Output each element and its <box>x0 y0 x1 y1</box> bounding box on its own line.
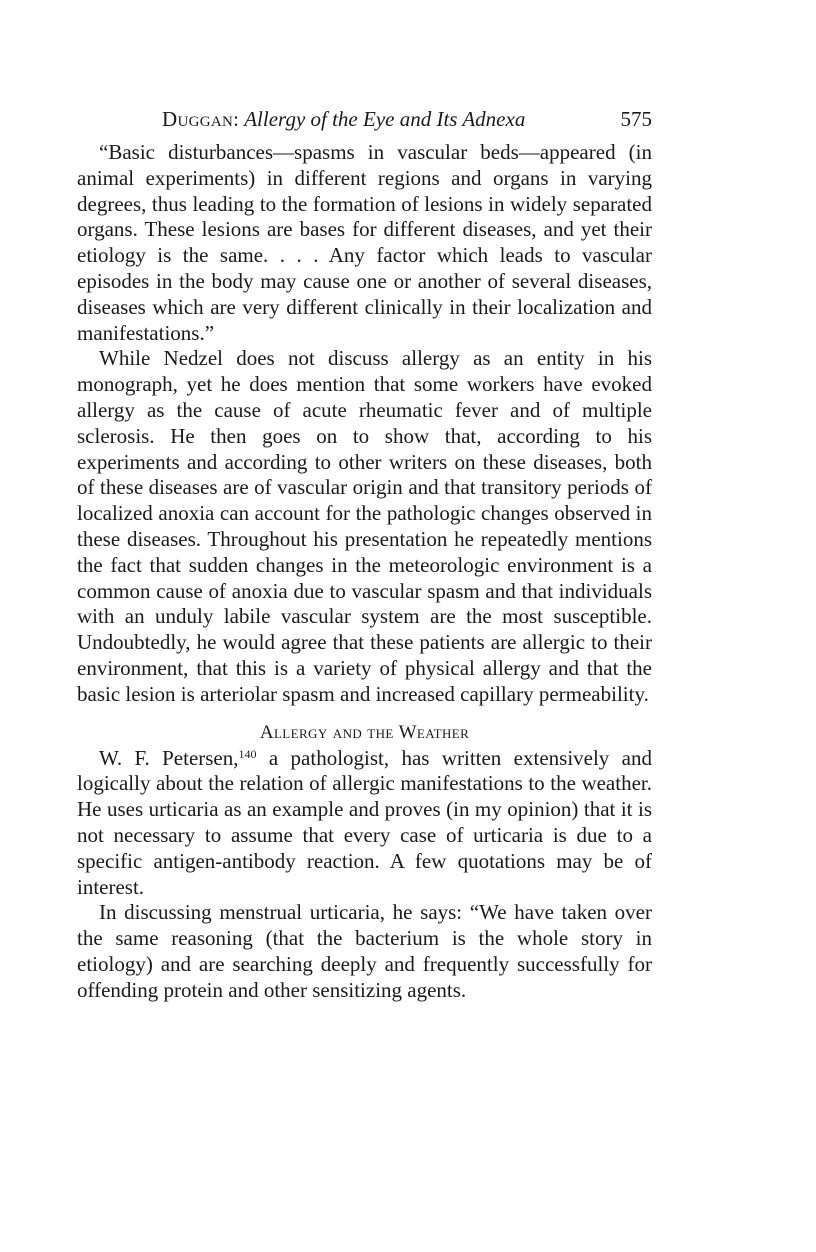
page-number: 575 <box>620 107 652 131</box>
paragraph-petersen-rest: a pathologist, has written extensively and logically about the relation of allergic manifestations to the weather. He uses urticaria as an example and proves (in my opinion) that it is not necessary to assume that every case of urticaria is due to a specific antigen-antibody reaction. A few quotations may be of interest. <box>77 745 652 899</box>
body-text <box>77 140 652 1004</box>
running-head-author: Duggan <box>162 107 234 131</box>
paragraph-menstrual-urticaria: In discussing menstrual urticaria, he says: “We have taken over the same reasoning (that the bacterium is the whole story in etiology) and are searching deeply and frequently successfully for offending protein and other sensitizing agents. <box>77 900 652 1002</box>
running-head <box>162 106 652 132</box>
paragraph-nedzel: While Nedzel does not discuss allergy as an entity in his monograph, yet he does mention that some workers have evoked allergy as the cause of acute rheumatic fever and of multiple sclerosis. He then goes on to show that, according to his experiments and according to other writers on these diseases, both of these diseases are of vascular origin and that transitory periods of localized anoxia can account for the pathologic changes observed in these diseases. Throughout his presentation he repeatedly mentions the fact that sudden changes in the meteorologic environment is a common cause of anoxia due to vascular spasm and that individuals with an unduly labile vascular system are the most susceptible. Undoubtedly, he would agree that these patients are allergic to their environment, that this is a variety of physical allergy and that the basic lesion is arteriolar spasm and increased capillary permeability. <box>77 346 652 706</box>
running-head-title: Allergy of the Eye and Its Adnexa <box>244 107 526 131</box>
section-heading: Allergy and the Weather <box>259 721 470 743</box>
paragraph-petersen-lead: W. F. Petersen, <box>99 745 239 770</box>
paragraph-petersen <box>77 746 652 901</box>
paragraph-quote: “Basic disturbances—spasms in vascular beds—appeared (in animal experiments) in different regions and organs in varying degrees, thus leading to the formation of lesions in widely separated organs. These lesions are bases for different diseases, and yet their etiology is the same. . . . Any factor which leads to vascular episodes in the body may cause one or another of several diseases, diseases which are very different clinically in their localization and manifestations.” <box>77 140 652 345</box>
running-head-separator: : <box>233 107 245 131</box>
reference-number: 140 <box>238 746 257 761</box>
